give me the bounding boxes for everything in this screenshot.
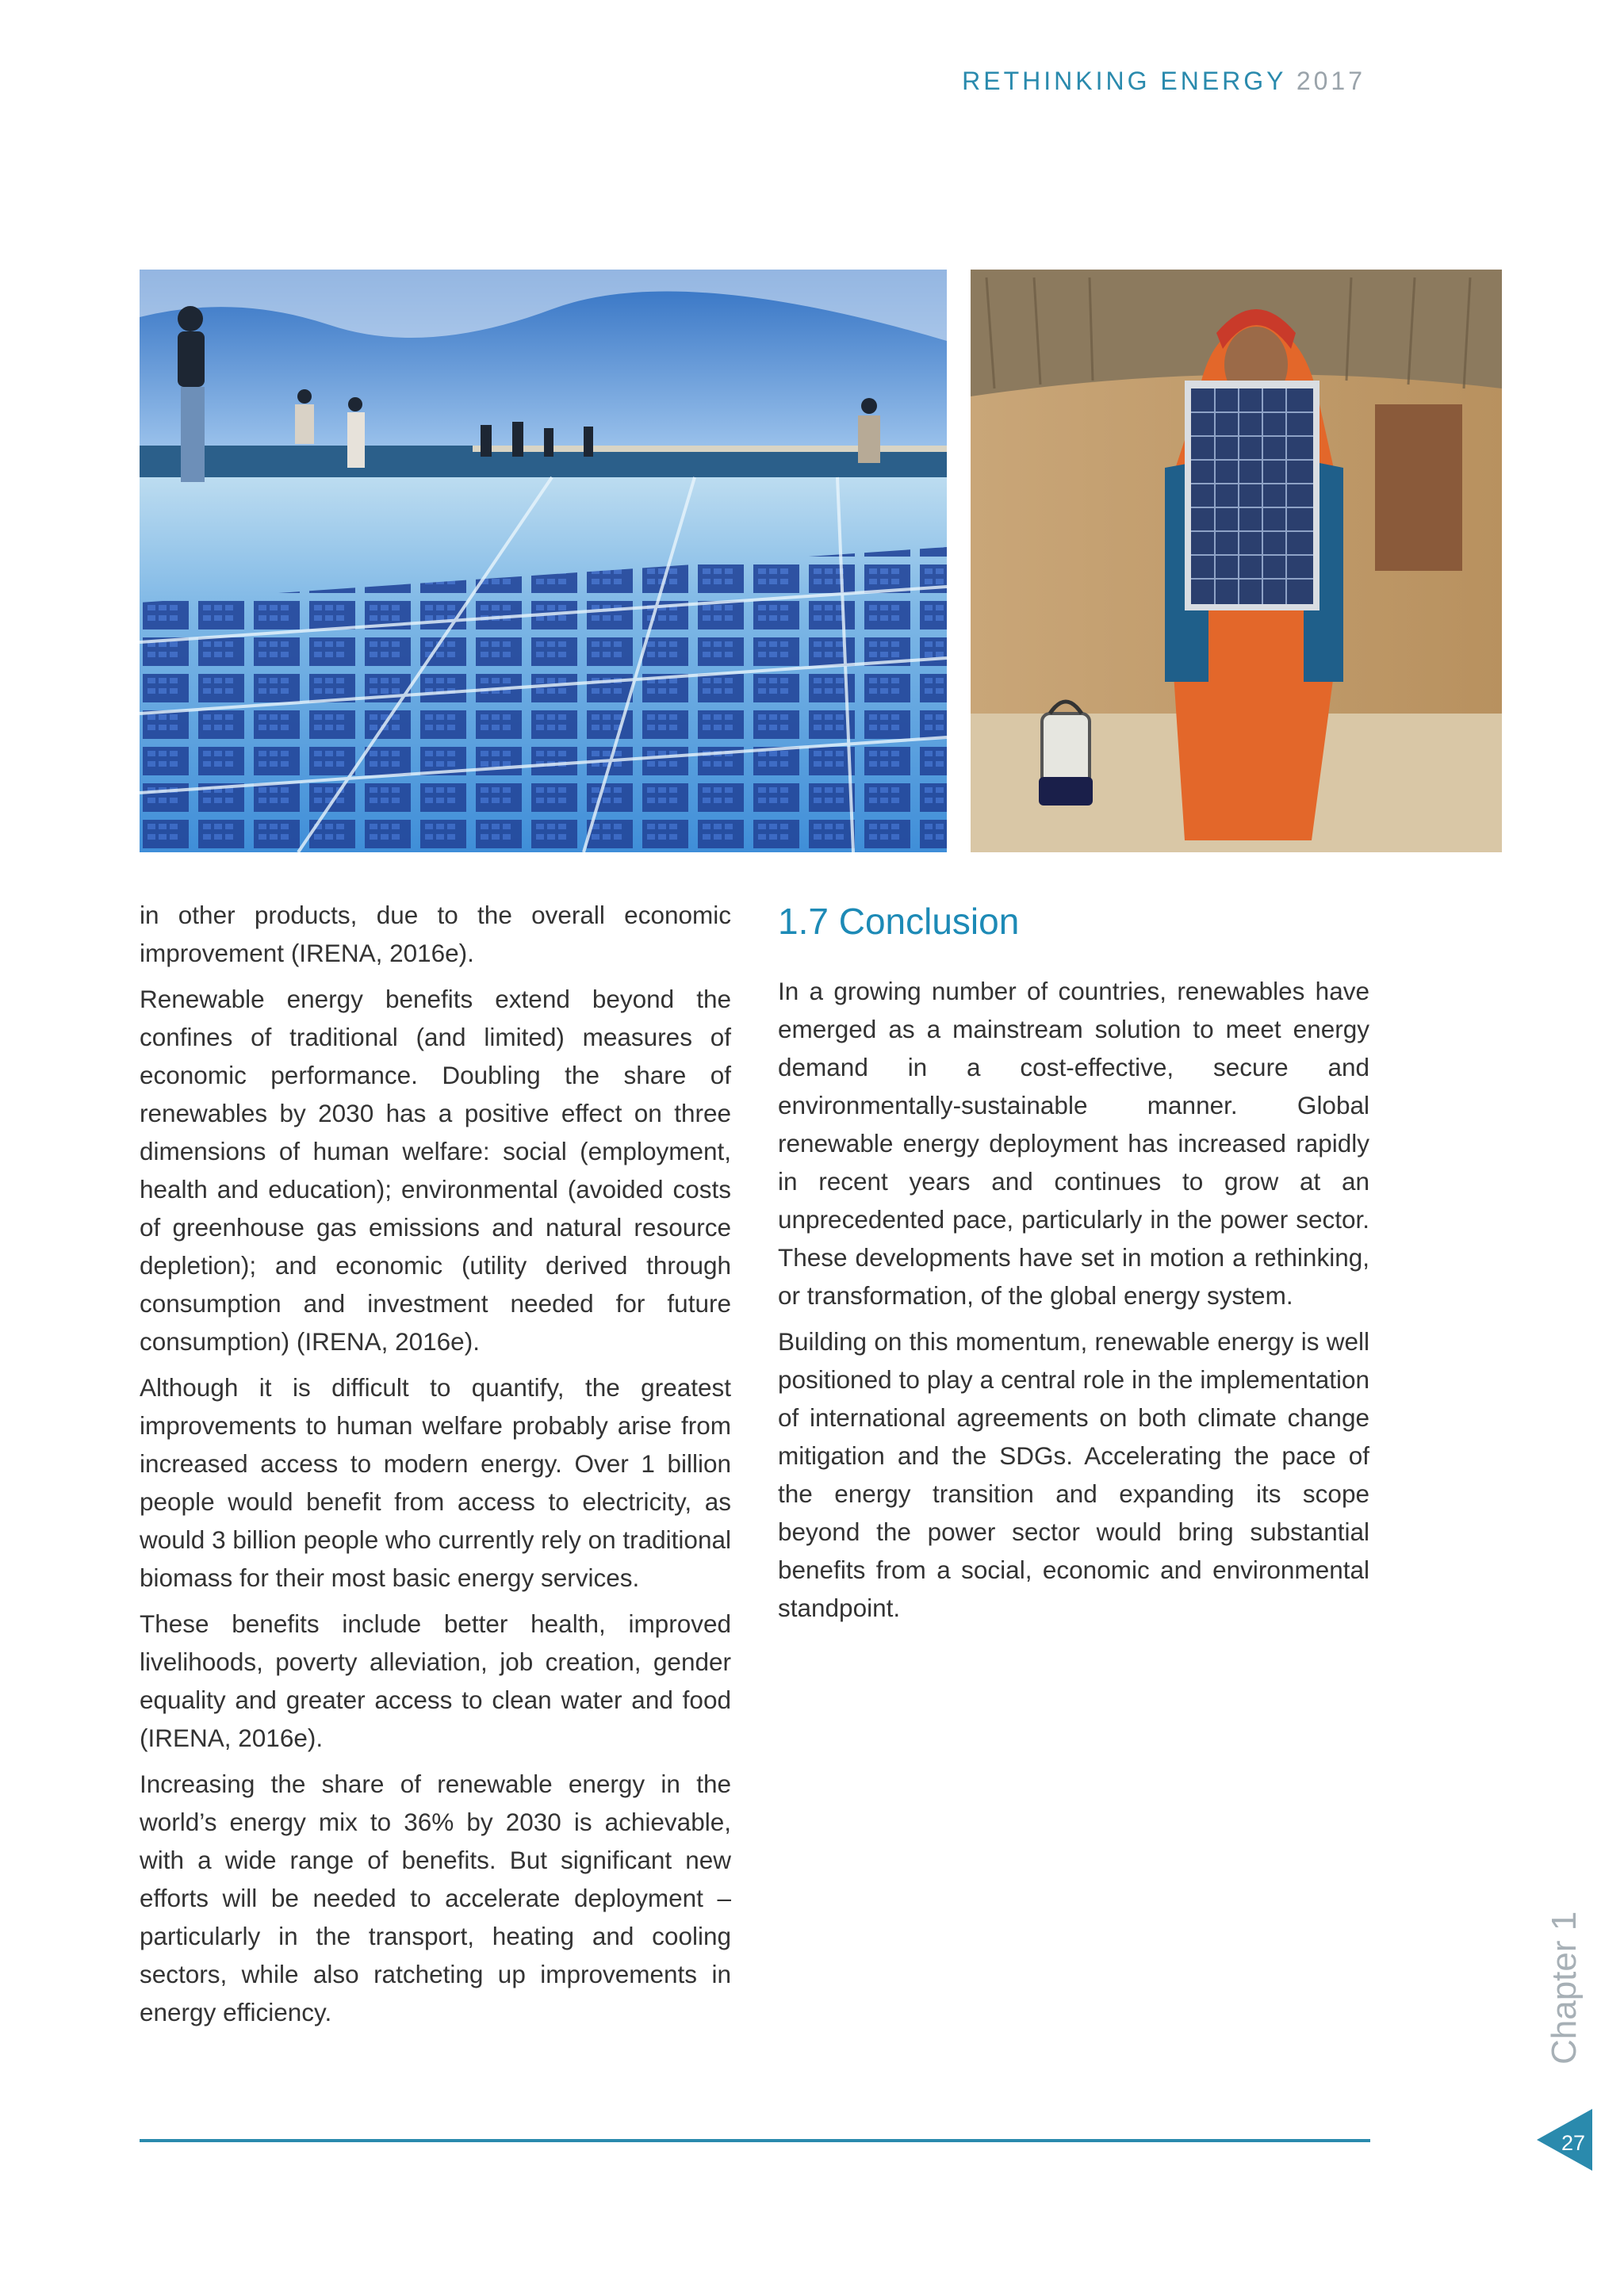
body-paragraph: Renewable energy benefits extend beyond the confines of traditional (and limited) measures of economic performance. Doubling the share of renewables by 2030 has a positive effect on three dimensions of human welfare: social (employment, health and education); environmental (avoided costs of greenhouse gas emissions and natural resource depletion); and economic (utility derived through consumption and investment needed for future consumption) (IRENA, 2016e). xyxy=(140,985,731,1356)
right-text-column xyxy=(778,896,1369,1635)
body-paragraph: Although it is difficult to quantify, the greatest improvements to human welfare probably arise from increased access to modern energy. Over 1 billion people would benefit from access to electricity, as would 3 billion people who currently rely on traditional biomass for their most basic energy services. xyxy=(140,1373,731,1592)
section-heading: 1.7 Conclusion xyxy=(778,901,1020,942)
solar-walkway-photo xyxy=(140,270,947,852)
chapter-label: Chapter 1 xyxy=(1545,1911,1584,2064)
left-text-column xyxy=(140,896,731,2039)
body-paragraph: in other products, due to the overall economic improvement (IRENA, 2016e). xyxy=(140,901,731,967)
page-number: 27 xyxy=(1561,2131,1586,2155)
footer-rule xyxy=(140,2139,1370,2142)
body-paragraph: In a growing number of countries, renewables have emerged as a mainstream solution to meet energy demand in a cost-effective, secure and environmentally-sustainable manner. Global renewable energy deployment has increased rapidly in recent years and continues to grow at an unprecedented pace, particularly in the power sector. These developments have set in motion a rethinking, or transformation, of the global energy system. xyxy=(778,977,1369,1310)
running-header-year: 2017 xyxy=(1296,67,1365,95)
woman-with-solar-panel-photo xyxy=(971,270,1502,852)
body-paragraph: Increasing the share of renewable energy in the world’s energy mix to 36% by 2030 is achievable, with a wide range of benefits. But significant new efforts will be needed to accelerate deployment – particularly in the transport, heating and cooling sectors, while also ratcheting up improvements in energy efficiency. xyxy=(140,1770,731,2026)
body-paragraph: Building on this momentum, renewable energy is well positioned to play a central role in the implementation of international agreements on both climate change mitigation and the SDGs. Accelerating the pace of the energy transition and expanding its scope beyond the power sector would bring substantial benefits from a social, economic and environmental standpoint. xyxy=(778,1327,1369,1622)
body-paragraph: These benefits include better health, improved livelihoods, poverty alleviation, job creation, gender equality and greater access to clean water and food (IRENA, 2016e). xyxy=(140,1609,731,1752)
running-header xyxy=(962,67,1365,96)
running-header-title: RETHINKING ENERGY xyxy=(962,67,1286,95)
